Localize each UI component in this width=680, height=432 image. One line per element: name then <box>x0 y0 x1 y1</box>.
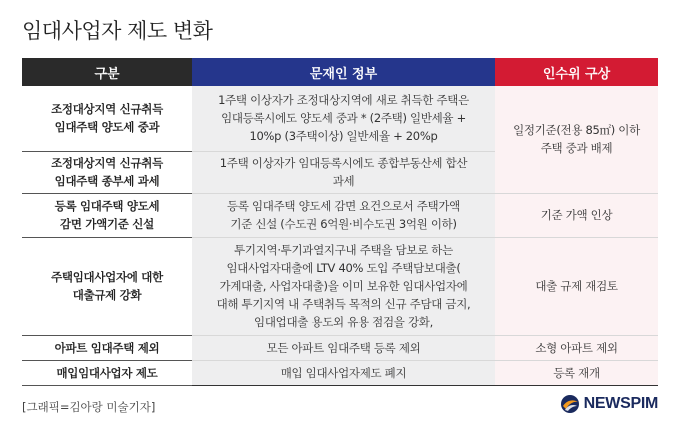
table-row <box>22 335 658 360</box>
moon-gov-line: 임대사업자대출에 LTV 40% 도입 주택담보대출( <box>226 261 461 275</box>
moon-gov-cell <box>192 193 495 237</box>
category-cell <box>22 237 192 335</box>
transition-cell-merged <box>495 86 658 193</box>
moon-gov-line: 대해 투기지역 내 주택취득 목적의 신규 주담대 금지, <box>216 297 471 311</box>
moon-gov-line: 과세 <box>332 174 355 188</box>
moon-gov-line: 등록 임대주택 양도세 감면 요건으로서 주택가액 <box>227 199 460 213</box>
newspim-wordmark: NEWSPIM <box>583 395 658 412</box>
moon-gov-cell <box>192 86 495 151</box>
transition-cell: 소형 아파트 제외 <box>495 335 658 360</box>
header-transition: 인수위 구상 <box>495 58 658 86</box>
category-line: 등록 임대주택 양도세 <box>54 199 160 213</box>
transition-line: 일정기준(전용 85㎡) 이하 <box>513 123 640 138</box>
comparison-table <box>22 58 658 386</box>
category-line: 임대주택 종부세 과세 <box>54 174 160 188</box>
moon-gov-line: 투기지역·투기과열지구내 주택을 담보로 하는 <box>234 243 453 257</box>
transition-cell: 등록 재개 <box>495 360 658 385</box>
moon-gov-line: 임대업대출 용도외 유용 점검을 강화, <box>254 315 433 329</box>
graphic-credit: [그래픽=김아랑 미술기자] <box>22 400 156 414</box>
moon-gov-line: 가계대출, 사업자대출)을 이미 보유한 임대사업자에 <box>219 279 468 293</box>
category-line: 감면 가액기준 신설 <box>60 217 154 231</box>
transition-cell: 대출 규제 재검토 <box>495 237 658 335</box>
category-line: 조정대상지역 신규취득 <box>51 102 163 117</box>
moon-gov-line: 1주택 이상자가 임대등록시에도 종합부동산세 합산 <box>219 156 468 170</box>
category-cell <box>22 151 192 193</box>
transition-line: 주택 중과 배제 <box>540 141 613 156</box>
moon-gov-line: 1주택 이상자가 조정대상지역에 새로 취득한 주택은 <box>218 93 469 108</box>
moon-gov-cell: 매입 임대사업자제도 폐지 <box>192 360 495 385</box>
moon-gov-cell <box>192 151 495 193</box>
category-cell: 아파트 임대주택 제외 <box>22 335 192 360</box>
category-line: 임대주택 양도세 중과 <box>54 120 160 135</box>
moon-gov-line: 임대등록시에도 양도세 중과 * (2주택) 일반세율 + <box>221 111 466 126</box>
moon-gov-cell: 모든 아파트 임대주택 등록 제외 <box>192 335 495 360</box>
category-line: 대출규제 강화 <box>72 288 142 302</box>
category-line: 주택임대사업자에 대한 <box>51 270 163 284</box>
newspim-logo <box>560 394 658 414</box>
table-header-row <box>22 58 658 86</box>
table-row <box>22 360 658 385</box>
moon-gov-cell <box>192 237 495 335</box>
moon-gov-line: 10%p (3주택이상) 일반세율 + 20%p <box>249 129 438 144</box>
table-row <box>22 193 658 237</box>
category-cell: 매입임대사업자 제도 <box>22 360 192 385</box>
table-row <box>22 86 658 151</box>
category-cell <box>22 86 192 151</box>
transition-cell: 기준 가액 인상 <box>495 193 658 237</box>
table-row <box>22 237 658 335</box>
header-moon-gov: 문재인 정부 <box>192 58 495 86</box>
moon-gov-line: 기준 신설 (수도권 6억원·비수도권 3억원 이하) <box>230 217 457 231</box>
category-line: 조정대상지역 신규취득 <box>51 156 163 170</box>
category-cell <box>22 193 192 237</box>
header-category: 구분 <box>22 58 192 86</box>
newspim-globe-icon <box>560 394 580 414</box>
page-title: 임대사업자 제도 변화 <box>22 19 213 43</box>
